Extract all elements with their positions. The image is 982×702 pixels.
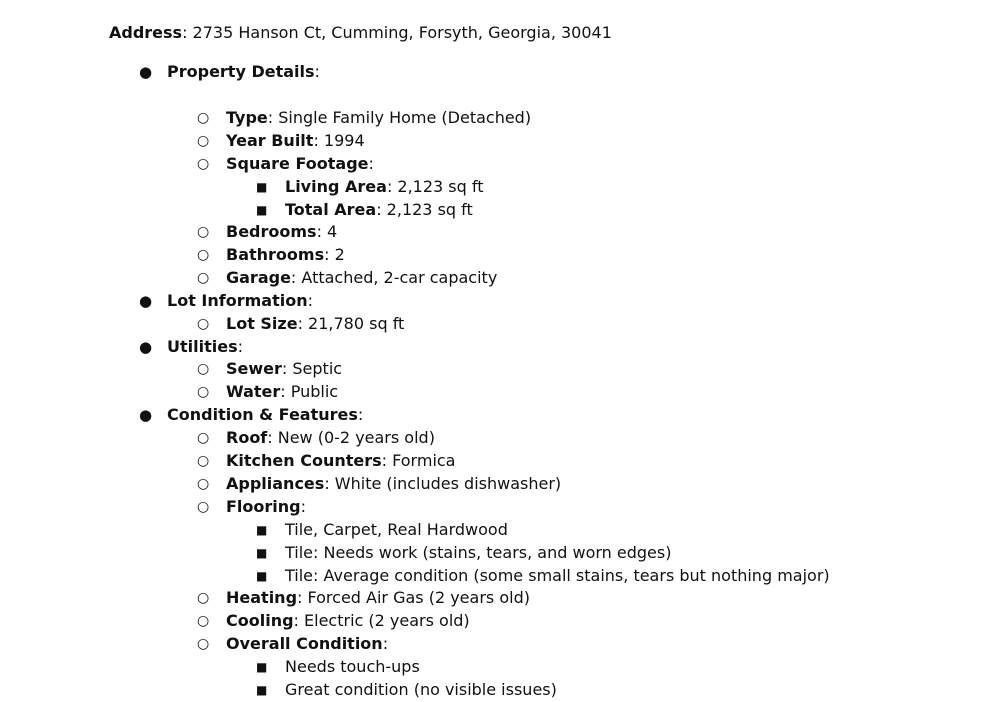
- bathrooms-item: Bathrooms: 2: [226, 245, 345, 264]
- utilities-heading: Utilities:: [167, 337, 243, 356]
- circle-bullet-icon: ○: [197, 613, 210, 629]
- total-area-item: Total Area: 2,123 sq ft: [285, 200, 473, 219]
- garage-item: Garage: Attached, 2-car capacity: [226, 268, 498, 287]
- year-built-item: Year Built: 1994: [226, 131, 365, 150]
- circle-bullet-icon: ○: [197, 361, 210, 377]
- square-bullet-icon: ■: [256, 203, 268, 217]
- cooling-item: Cooling: Electric (2 years old): [226, 611, 470, 630]
- circle-bullet-icon: ○: [197, 453, 210, 469]
- circle-bullet-icon: ○: [197, 476, 210, 492]
- square-bullet-icon: ■: [256, 683, 268, 697]
- heating-item: Heating: Forced Air Gas (2 years old): [226, 588, 530, 607]
- property-details-heading: Property Details:: [167, 62, 320, 81]
- circle-bullet-icon: ○: [197, 110, 210, 126]
- circle-bullet-icon: ○: [197, 316, 210, 332]
- water-item: Water: Public: [226, 382, 339, 401]
- circle-bullet-icon: ○: [197, 224, 210, 240]
- flooring-subitem: Tile, Carpet, Real Hardwood: [285, 520, 508, 539]
- disc-bullet-icon: ●: [139, 338, 153, 356]
- address-value: : 2735 Hanson Ct, Cumming, Forsyth, Georgia, 30041: [182, 23, 612, 42]
- living-area-item: Living Area: 2,123 sq ft: [285, 177, 484, 196]
- circle-bullet-icon: ○: [197, 270, 210, 286]
- disc-bullet-icon: ●: [139, 63, 153, 81]
- bedrooms-item: Bedrooms: 4: [226, 222, 338, 241]
- overall-condition-subitem: Needs touch-ups: [285, 657, 420, 676]
- disc-bullet-icon: ●: [139, 406, 153, 424]
- sewer-item: Sewer: Septic: [226, 359, 343, 378]
- disc-bullet-icon: ●: [139, 292, 153, 310]
- flooring-item: Flooring:: [226, 497, 307, 516]
- square-footage-item: Square Footage:: [226, 154, 374, 173]
- circle-bullet-icon: ○: [197, 156, 210, 172]
- circle-bullet-icon: ○: [197, 499, 210, 515]
- lot-size-item: Lot Size: 21,780 sq ft: [226, 314, 405, 333]
- square-bullet-icon: ■: [256, 569, 268, 583]
- square-bullet-icon: ■: [256, 660, 268, 674]
- overall-condition-subitem: Great condition (no visible issues): [285, 680, 557, 699]
- circle-bullet-icon: ○: [197, 430, 210, 446]
- circle-bullet-icon: ○: [197, 590, 210, 606]
- circle-bullet-icon: ○: [197, 247, 210, 263]
- square-bullet-icon: ■: [256, 523, 268, 537]
- address-line: [109, 23, 612, 43]
- lot-information-heading: Lot Information:: [167, 291, 313, 310]
- square-bullet-icon: ■: [256, 546, 268, 560]
- circle-bullet-icon: ○: [197, 133, 210, 149]
- appliances-item: Appliances: White (includes dishwasher): [226, 474, 562, 493]
- kitchen-counters-item: Kitchen Counters: Formica: [226, 451, 456, 470]
- address-label: Address: [109, 23, 183, 42]
- circle-bullet-icon: ○: [197, 384, 210, 400]
- condition-features-heading: Condition & Features:: [167, 405, 364, 424]
- roof-item: Roof: New (0-2 years old): [226, 428, 435, 447]
- square-bullet-icon: ■: [256, 180, 268, 194]
- overall-condition-item: Overall Condition:: [226, 634, 389, 653]
- flooring-subitem: Tile: Average condition (some small stains, tears but nothing major): [285, 566, 830, 585]
- type-item: Type: Single Family Home (Detached): [226, 108, 532, 127]
- flooring-subitem: Tile: Needs work (stains, tears, and worn edges): [285, 543, 672, 562]
- circle-bullet-icon: ○: [197, 636, 210, 652]
